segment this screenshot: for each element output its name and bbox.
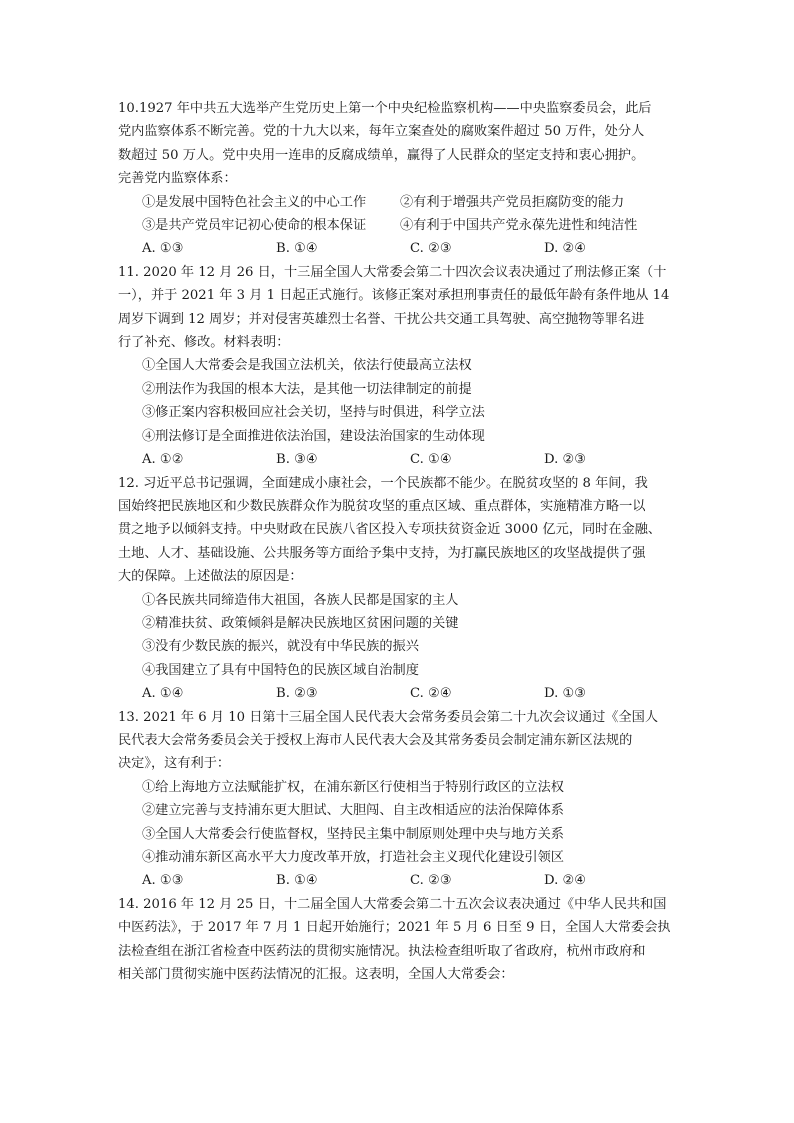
stem-line: 一），并于 2021 年 3 月 1 日起正式施行。该修正案对承担刑事责任的最低年龄有条件地从 14 bbox=[118, 288, 670, 304]
option-b[interactable]: B. ③④ bbox=[276, 452, 318, 468]
question-13 bbox=[118, 706, 678, 893]
stem-line: 决定》，这有利于： bbox=[118, 756, 231, 772]
option-d[interactable]: D. ①③ bbox=[544, 686, 587, 702]
option-a[interactable]: A. ①② bbox=[142, 452, 184, 468]
statement-3: ③全国人大常委会行使监督权，坚持民主集中制原则处理中央与地方关系 bbox=[142, 826, 564, 842]
stem-line: 周岁下调到 12 周岁；并对侵害英雄烈士名誉、干扰公共交通工具驾驶、高空抛物等罪名进 bbox=[118, 311, 645, 327]
statement-2: ②建立完善与支持浦东更大胆试、大胆闯、自主改相适应的法治保障体系 bbox=[142, 803, 564, 819]
statement-1: ①是发展中国特色社会主义的中心工作 bbox=[142, 194, 367, 210]
statement-2: ②精准扶贫、政策倾斜是解决民族地区贫困问题的关键 bbox=[142, 615, 459, 631]
option-b[interactable]: B. ①④ bbox=[276, 873, 318, 889]
option-c[interactable]: C. ②③ bbox=[410, 873, 452, 889]
question-11 bbox=[118, 261, 678, 472]
stem-line: 12. 习近平总书记强调，全面建成小康社会，一个民族都不能少。在脱贫攻坚的 8 年间，我 bbox=[118, 475, 648, 491]
option-c[interactable]: C. ①④ bbox=[410, 452, 452, 468]
answer-options bbox=[118, 237, 678, 260]
question-13-stem bbox=[118, 706, 678, 776]
answer-options bbox=[118, 869, 678, 892]
stem-line: 相关部门贯彻实施中医药法情况的汇报。这表明，全国人大常委会： bbox=[118, 967, 514, 983]
statement-3: ③是共产党员牢记初心使命的根本保证 bbox=[142, 218, 367, 234]
exam-page bbox=[118, 97, 678, 986]
statement-row bbox=[118, 191, 678, 214]
stem-line: 贯之地予以倾斜支持。中央财政在民族八省区投入专项扶贫资金近 3000 亿元，同时在金融、 bbox=[118, 522, 662, 538]
stem-line: 11. 2020 年 12 月 26 日，十三届全国人大常委会第二十四次会议表决通过了刑法修正案（十 bbox=[118, 264, 667, 280]
stem-line: 党内监察体系不断完善。党的十九大以来，每年立案查处的腐败案件超过 50 万件，处分人 bbox=[118, 124, 645, 140]
option-a[interactable]: A. ①④ bbox=[142, 686, 184, 702]
option-d[interactable]: D. ②③ bbox=[544, 452, 587, 468]
question-10 bbox=[118, 97, 678, 261]
statement-4: ④我国建立了具有中国特色的民族区域自治制度 bbox=[142, 662, 419, 678]
stem-line: 数超过 50 万人。党中央用一连串的反腐成绩单，赢得了人民群众的坚定支持和衷心拥护。 bbox=[118, 147, 645, 163]
stem-line: 行了补充、修改。材料表明： bbox=[118, 335, 290, 351]
stem-line: 中医药法》，于 2017 年 7 月 1 日起开始施行；2021 年 5 月 6 日至 9 日，全国人大常委会执 bbox=[118, 920, 671, 936]
statement-row bbox=[118, 214, 678, 237]
stem-line: 民代表大会常务委员会关于授权上海市人民代表大会及其常务委员会制定浦东新区法规的 bbox=[118, 732, 633, 748]
option-b[interactable]: B. ①④ bbox=[276, 241, 318, 257]
stem-line: 国始终把民族地区和少数民族群众作为脱贫攻坚的重点区域、重点群体，实施精准方略一以 bbox=[118, 498, 646, 514]
stem-line: 大的保障。上述做法的原因是： bbox=[118, 569, 303, 585]
question-12-stem bbox=[118, 472, 678, 589]
statement-1: ①给上海地方立法赋能扩权，在浦东新区行使相当于特别行政区的立法权 bbox=[142, 779, 564, 795]
question-10-stem bbox=[118, 97, 678, 191]
option-c[interactable]: C. ②③ bbox=[410, 241, 452, 257]
stem-line: 法检查组在浙江省检查中医药法的贯彻实施情况。执法检查组听取了省政府，杭州市政府和 bbox=[118, 943, 646, 959]
question-14 bbox=[118, 893, 678, 987]
statement-4: ④刑法修订是全面推进依法治国，建设法治国家的生动体现 bbox=[142, 428, 485, 444]
option-d[interactable]: D. ②④ bbox=[544, 873, 587, 889]
stem-line: 完善党内监察体系： bbox=[118, 171, 237, 187]
question-11-stem bbox=[118, 261, 678, 355]
option-c[interactable]: C. ②④ bbox=[410, 686, 452, 702]
option-d[interactable]: D. ②④ bbox=[544, 241, 587, 257]
statement-4: ④有利于中国共产党永葆先进性和纯洁性 bbox=[400, 218, 638, 234]
stem-line: 土地、人才、基础设施、公共服务等方面给予集中支持，为打赢民族地区的攻坚战提供了强 bbox=[118, 545, 646, 561]
answer-options bbox=[118, 682, 678, 705]
option-a[interactable]: A. ①③ bbox=[142, 241, 184, 257]
statement-1: ①各民族共同缔造伟大祖国，各族人民都是国家的主人 bbox=[142, 592, 459, 608]
stem-line: 10.1927 年中共五大选举产生党历史上第一个中央纪检监察机构——中央监察委员会，此后 bbox=[118, 101, 652, 116]
answer-options bbox=[118, 448, 678, 471]
question-14-stem bbox=[118, 893, 678, 987]
stem-line: 14. 2016 年 12 月 25 日，十二届全国人大常委会第二十五次会议表决通过《中华人民共和国 bbox=[118, 896, 667, 912]
stem-line: 13. 2021 年 6 月 10 日第十三届全国人民代表大会常务委员会第二十九次会议通过《全国人 bbox=[118, 709, 659, 725]
statement-2: ②刑法作为我国的根本大法，是其他一切法律制定的前提 bbox=[142, 381, 472, 397]
option-a[interactable]: A. ①③ bbox=[142, 873, 184, 889]
question-12 bbox=[118, 472, 678, 706]
statement-4: ④推动浦东新区高水平大力度改革开放，打造社会主义现代化建设引领区 bbox=[142, 850, 564, 865]
statement-3: ③修正案内容积极回应社会关切，坚持与时俱进，科学立法 bbox=[142, 405, 485, 421]
option-b[interactable]: B. ②③ bbox=[276, 686, 318, 702]
statement-3: ③没有少数民族的振兴，就没有中华民族的振兴 bbox=[142, 639, 419, 655]
statement-2: ②有利于增强共产党员拒腐防变的能力 bbox=[400, 194, 625, 210]
statement-1: ①全国人大常委会是我国立法机关，依法行使最高立法权 bbox=[142, 358, 472, 374]
